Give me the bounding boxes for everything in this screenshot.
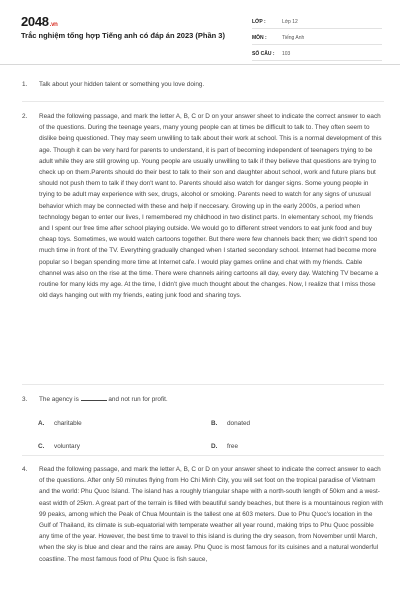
question-4 (22, 464, 384, 565)
question-3 (22, 394, 384, 405)
option-a[interactable] (38, 420, 82, 427)
option-text: donated (227, 420, 251, 427)
meta-label: SỐ CÂU : (252, 50, 275, 57)
option-letter: C. (38, 443, 45, 450)
meta-label: LỚP : (252, 18, 266, 25)
meta-label: MÔN : (252, 34, 267, 41)
question-text: Read the following passage, and mark the letter A, B, C or D on your answer sheet to indicate the correct answer to each of the questions. After only 50 minutes flying from Ho Chi Minh City, you will set foot on the tropical paradise of Vietnam and the world: Phu Quoc Island. The island has a roughly triangular shape with a north-south length of 50km and a west-east width of 25km. A great part of the terrain is filled with beautiful sandy beaches, but there is a mountainous region with 99 peaks, among which the Peak of Chua Mountain is the tallest one at 603 meters. Due to Phu Quoc's location in the Gulf of Thailand, its climate is sub-equatorial with temperate weather all year round, making trips to Phu Quoc possible any time of the year. However, the best time to travel to this island is during the dry season, from November until March, when the sky is blue and clear and the rains are away. Phu Quoc is most famous for its cuisines and a natural wonderful coastline. The most famous food of Phu Quoc is fish sauce, (39, 466, 383, 563)
document-title: Trắc nghiệm tổng hợp Tiếng anh có đáp án 2023 (Phần 3) (21, 31, 225, 40)
question-number: 4. (22, 466, 28, 473)
option-text: voluntary (54, 443, 80, 450)
site-logo[interactable] (21, 14, 58, 29)
question-divider (22, 455, 384, 456)
option-letter: A. (38, 420, 45, 427)
option-b[interactable] (211, 420, 250, 427)
question-1 (22, 79, 384, 90)
question-text-before: The agency is (39, 396, 79, 403)
question-text (39, 394, 384, 405)
answer-blank (81, 400, 107, 401)
option-letter: D. (211, 443, 218, 450)
logo-text: 2048 (21, 14, 49, 29)
option-letter: B. (211, 420, 218, 427)
meta-value: 103 (282, 50, 291, 57)
question-divider (22, 101, 384, 102)
option-text: charitable (54, 420, 82, 427)
question-number: 3. (22, 396, 28, 403)
page-header (0, 0, 400, 64)
meta-row-subject (252, 31, 382, 45)
header-divider (0, 64, 400, 65)
question-divider (22, 384, 384, 385)
meta-row-class (252, 15, 382, 29)
question-text: Read the following passage, and mark the letter A, B, C or D on your answer sheet to indicate the correct answer to each of the questions. During the teenage years, many young people can at times be difficult to talk to. They often seem to dislike being questioned. They may seem unwilling to talk about their work at school. This is a normal development of this age. Though it can be very hard for parents to understand, it is part of becoming independent of teenagers trying to be adult while they are still growing up. Young people are usually unwilling to talk if they believe that questions are trying to check up on them.Parents should do their best to talk to their son and daughter about school, work and future plans but should not push them to talk if they don't want to. Parents should also watch for danger signs. Some young people in trying to be adult may experience with sex, drugs, alcohol or smoking. Parents need to watch for any signs of unusual behavior which may be connected with these and help if neccesary. Growing up in the early 2000s, a period when technology began to enter our lives, I remembered my childhood in two distinct parts. In elementary school, my friends and I spent our free time after school playing outside. We would go to different street vendors to eat junk food and buy cheap toys. Sometimes, we would watch cartoons together. But there were few channels back then; we didn't spend too much time in front of the TV. Everything gradually changed when I started secondary school. Internet had become more popular so I began spending more time at Internet cafe. I would play games online and chat with my friends. Cable channel was also on the rise at the time. There were channels airing cartoons all day, every day. Watching TV became a routine for many kids my age. At the time, I didn't give much thought about the changes. Now, I realize that I miss those old days hanging out with my friends, eating junk food and sharing toys. (39, 113, 382, 300)
question-text-after: and not run for profit. (108, 396, 168, 403)
option-c[interactable] (38, 443, 80, 450)
meta-value: Lớp 12 (282, 18, 298, 25)
meta-value: Tiếng Anh (282, 34, 305, 41)
question-2 (22, 111, 384, 301)
logo-suffix: .vn (49, 22, 58, 28)
meta-table (252, 15, 382, 63)
meta-row-count (252, 47, 382, 61)
option-text: free (227, 443, 239, 450)
question-text: Talk about your hidden talent or something you love doing. (39, 81, 205, 88)
question-number: 1. (22, 81, 28, 88)
question-number: 2. (22, 113, 28, 120)
option-d[interactable] (211, 443, 238, 450)
